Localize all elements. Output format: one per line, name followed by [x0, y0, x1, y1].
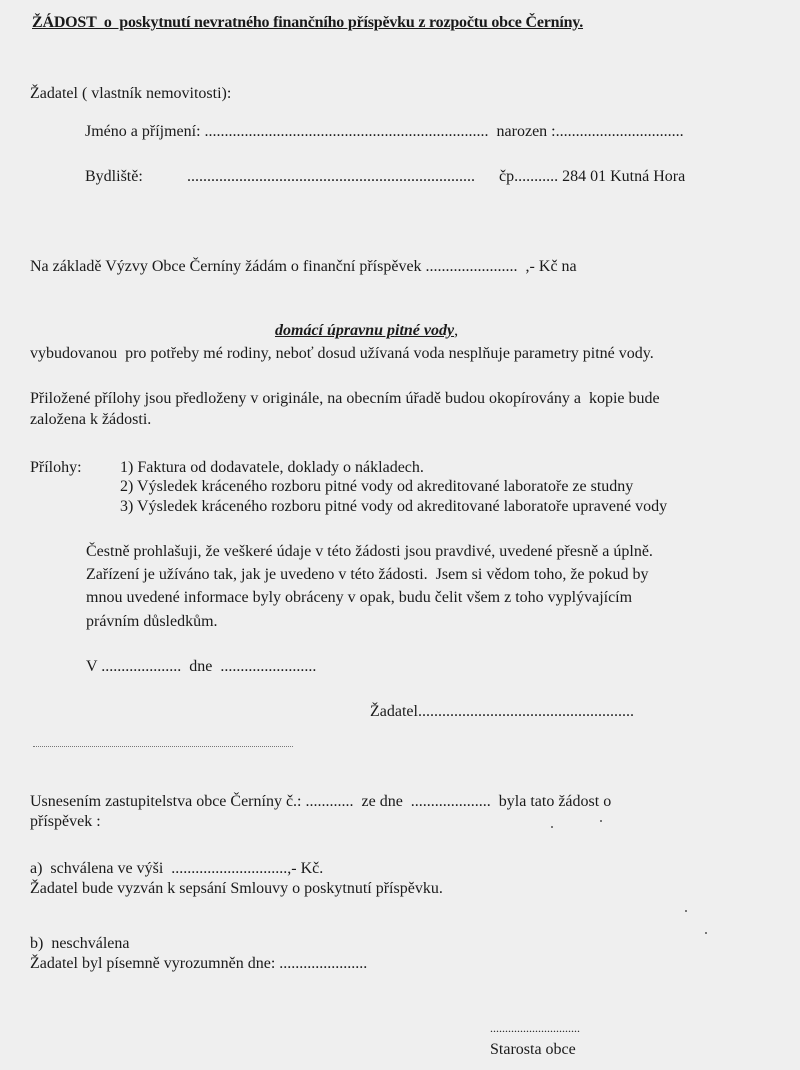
applicant-signature-field[interactable]: Žadatel......................................................: [370, 703, 634, 720]
mayor-label: Starosta obce: [490, 1041, 576, 1058]
declaration-line: Čestně prohlašuji, že veškeré údaje v této žádosti jsou pravdivé, uvedené přesně a úplně.: [86, 543, 653, 560]
declaration-line: právním důsledkům.: [86, 613, 218, 630]
scan-speck: [705, 932, 707, 934]
option-approved-note: Žadatel bude vyzván k sepsání Smlouvy o poskytnutí příspěvku.: [30, 880, 443, 897]
attachment-item: 2) Výsledek kráceného rozboru pitné vody od akreditované laboratoře ze studny: [120, 478, 634, 495]
declaration-line: mnou uvedené informace byly obráceny v opak, budu čelit všem z toho vyplývajícím: [86, 589, 633, 606]
name-birth-field[interactable]: Jméno a příjmení: ....................................................................... narozen :................................: [85, 123, 684, 140]
attachments-note-line1: Přiložené přílohy jsou předloženy v originále, na obecním úřadě budou okopírovány a kopie bude: [30, 390, 660, 407]
declaration-line: Zařízení je užíváno tak, jak je uvedeno v této žádosti. Jsem si vědom toho, že pokud by: [86, 566, 649, 583]
attachments-note-line2: založena k žádosti.: [30, 411, 152, 428]
resolution-line2: příspěvek :: [30, 813, 101, 830]
attachments-label: Přílohy:: [30, 459, 82, 476]
scan-speck: [600, 820, 602, 822]
document-title: ŽÁDOST o poskytnutí nevratného finančního příspěvku z rozpočtu obce Černíny.: [32, 14, 584, 31]
purpose-suffix: ,: [454, 322, 459, 339]
applicant-heading: Žadatel ( vlastník nemovitosti):: [30, 85, 232, 102]
attachment-item: 3) Výsledek kráceného rozboru pitné vody od akreditované laboratoře upravené vody: [120, 498, 668, 515]
request-reason: vybudovanou pro potřeby mé rodiny, neboť dosud užívaná voda nesplňuje parametry pitné vody.: [30, 345, 654, 362]
address-label: Bydliště:: [85, 168, 143, 185]
scan-speck: [685, 910, 687, 912]
section-divider: [33, 746, 293, 747]
resolution-line1[interactable]: Usnesením zastupitelstva obce Černíny č.: ............ ze dne .................... byla tato žádost o: [30, 793, 612, 810]
request-amount-line[interactable]: Na základě Výzvy Obce Černíny žádám o finanční příspěvek ....................... ,- Kč na: [30, 258, 577, 275]
place-date-field[interactable]: V .................... dne ........................: [86, 658, 317, 675]
scan-speck: [551, 826, 553, 828]
option-approved[interactable]: a) schválena ve výši .............................,- Kč.: [30, 860, 324, 877]
option-rejected[interactable]: b) neschválena: [30, 935, 130, 952]
mayor-signature-line[interactable]: ..............................: [490, 1021, 580, 1035]
address-field[interactable]: ........................................................................ čp........... 284 01 Kutná Hora: [187, 168, 686, 185]
attachment-item: 1) Faktura od dodavatele, doklady o nákladech.: [120, 459, 424, 476]
option-rejected-note[interactable]: Žadatel byl písemně vyrozumněn dne: ......................: [30, 955, 368, 972]
purpose-text: domácí úpravnu pitné vody: [275, 322, 455, 339]
